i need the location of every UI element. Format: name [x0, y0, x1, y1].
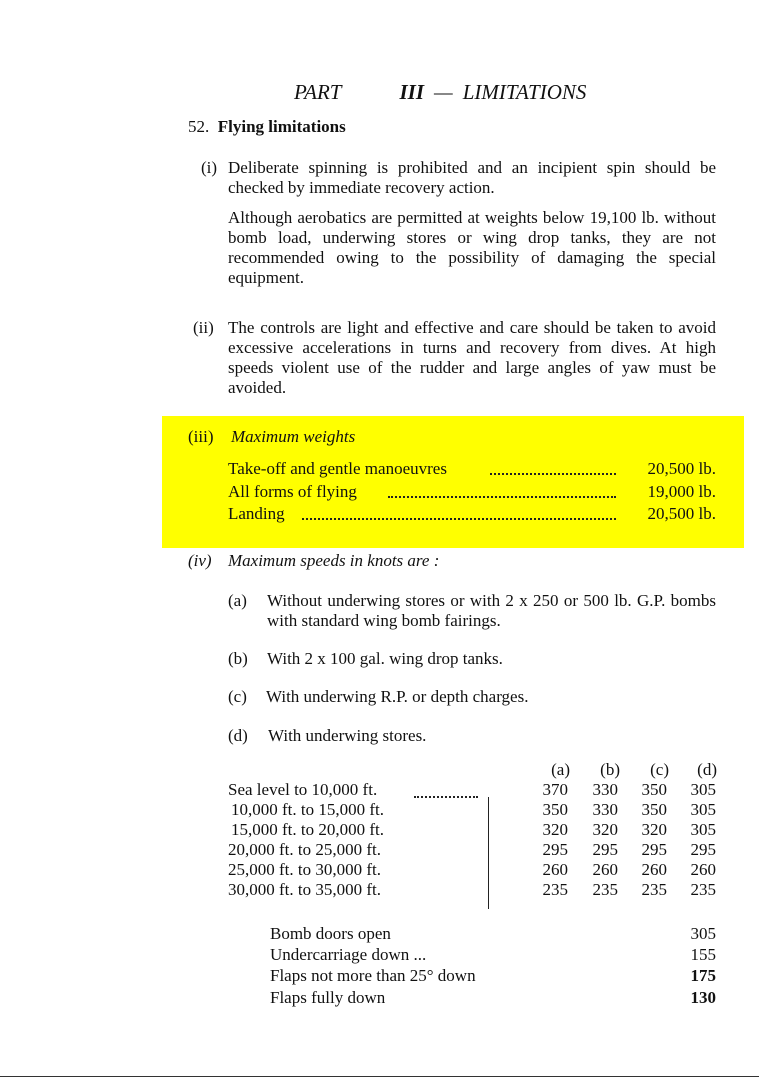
- section-title: Flying limitations: [217, 117, 346, 136]
- section-heading: [188, 117, 346, 137]
- dot-leader: [490, 473, 616, 475]
- speed-cell: 305: [690, 820, 716, 839]
- page-bottom-rule: [0, 1076, 759, 1077]
- title-dash: —: [434, 80, 453, 104]
- item-i-note: Although aerobatics are permitted at weights below 19,100 lb. without bomb load, underwing stores or wing drop tanks, they are not recommended owing to the possibility of damaging the special equipment.: [228, 208, 716, 287]
- sub-c-text: With underwing R.P. or depth charges.: [266, 687, 529, 706]
- speed-cell: 320: [592, 820, 618, 839]
- col-header-a: (a): [551, 760, 570, 779]
- sub-a-key: (a): [228, 591, 247, 610]
- sub-d-text: With underwing stores.: [268, 726, 427, 745]
- weight-label: Take-off and gentle manoeuvres: [228, 459, 447, 478]
- speed-cell: 320: [542, 820, 568, 839]
- sub-b-key: (b): [228, 649, 248, 668]
- speed-row-label: Sea level to 10,000 ft.: [228, 780, 378, 799]
- speed-cell: 260: [542, 860, 568, 879]
- extra-value: 305: [690, 924, 716, 943]
- extra-value: 130: [690, 988, 716, 1007]
- extra-label: Flaps fully down: [270, 988, 386, 1007]
- extra-value: 175: [690, 966, 716, 985]
- page-title: [294, 80, 586, 105]
- sub-b-text: With 2 x 100 gal. wing drop tanks.: [267, 649, 503, 668]
- item-iv-number: (iv): [188, 551, 212, 570]
- sub-a-text: Without underwing stores or with 2 x 250 or 500 lb. G.P. bombs with standard wing bomb fairings.: [267, 591, 716, 630]
- speed-cell: 260: [641, 860, 667, 879]
- title-name: LIMITATIONS: [462, 80, 587, 104]
- speed-cell: 305: [690, 800, 716, 819]
- weight-label: Landing: [228, 504, 285, 523]
- speed-cell: 320: [641, 820, 667, 839]
- speed-cell: 260: [690, 860, 716, 879]
- speed-row-label: 15,000 ft. to 20,000 ft.: [231, 820, 384, 839]
- speed-cell: 235: [542, 880, 568, 899]
- speed-row-label: 25,000 ft. to 30,000 ft.: [228, 860, 381, 879]
- speed-cell: 295: [542, 840, 568, 859]
- item-iii-heading: Maximum weights: [231, 427, 356, 446]
- item-ii-text: The controls are light and effective and care should be taken to avoid excessive accelerations in turns and recovery from dives. At high speeds violent use of the rudder and large angles of yaw must be avoided.: [228, 318, 716, 397]
- extra-label: Bomb doors open: [270, 924, 391, 943]
- col-header-c: (c): [650, 760, 669, 779]
- speed-cell: 305: [690, 780, 716, 799]
- dot-leader: [414, 796, 478, 798]
- speed-cell: 350: [641, 800, 667, 819]
- speed-row-label: 20,000 ft. to 25,000 ft.: [228, 840, 381, 859]
- extra-label: Undercarriage down ...: [270, 945, 427, 964]
- title-roman: III: [399, 80, 424, 104]
- dot-leader: [388, 496, 616, 498]
- speed-cell: 295: [690, 840, 716, 859]
- sub-d-key: (d): [228, 726, 248, 745]
- section-number: 52.: [188, 117, 210, 136]
- item-i-text: Deliberate spinning is prohibited and an incipient spin should be checked by immediate recovery action.: [228, 158, 716, 197]
- speed-row-label: 30,000 ft. to 35,000 ft.: [228, 880, 381, 899]
- sub-c-key: (c): [228, 687, 247, 706]
- item-ii-number: (ii): [193, 318, 214, 337]
- dot-leader: [302, 518, 616, 520]
- speed-row-label: 10,000 ft. to 15,000 ft.: [231, 800, 384, 819]
- speed-cell: 295: [641, 840, 667, 859]
- item-iv-heading: Maximum speeds in knots are :: [228, 551, 440, 570]
- title-part: PART: [294, 80, 342, 104]
- weight-value: 20,500 lb.: [647, 459, 716, 478]
- col-header-b: (b): [600, 760, 620, 779]
- speed-cell: 260: [592, 860, 618, 879]
- extra-value: 155: [690, 945, 716, 964]
- item-i-number: (i): [201, 158, 218, 177]
- speed-cell: 330: [592, 780, 618, 799]
- table-divider: [488, 797, 489, 909]
- item-iii-number: (iii): [188, 427, 214, 446]
- speed-cell: 235: [690, 880, 716, 899]
- speed-cell: 350: [542, 800, 568, 819]
- speed-cell: 235: [641, 880, 667, 899]
- weight-label: All forms of flying: [228, 482, 357, 501]
- speed-cell: 350: [641, 780, 667, 799]
- speed-cell: 330: [592, 800, 618, 819]
- col-header-d: (d): [697, 760, 717, 779]
- speed-cell: 235: [592, 880, 618, 899]
- extra-label: Flaps not more than 25° down: [270, 966, 476, 985]
- weight-value: 20,500 lb.: [647, 504, 716, 523]
- speed-cell: 295: [592, 840, 618, 859]
- speed-cell: 370: [542, 780, 568, 799]
- weight-value: 19,000 lb.: [647, 482, 716, 501]
